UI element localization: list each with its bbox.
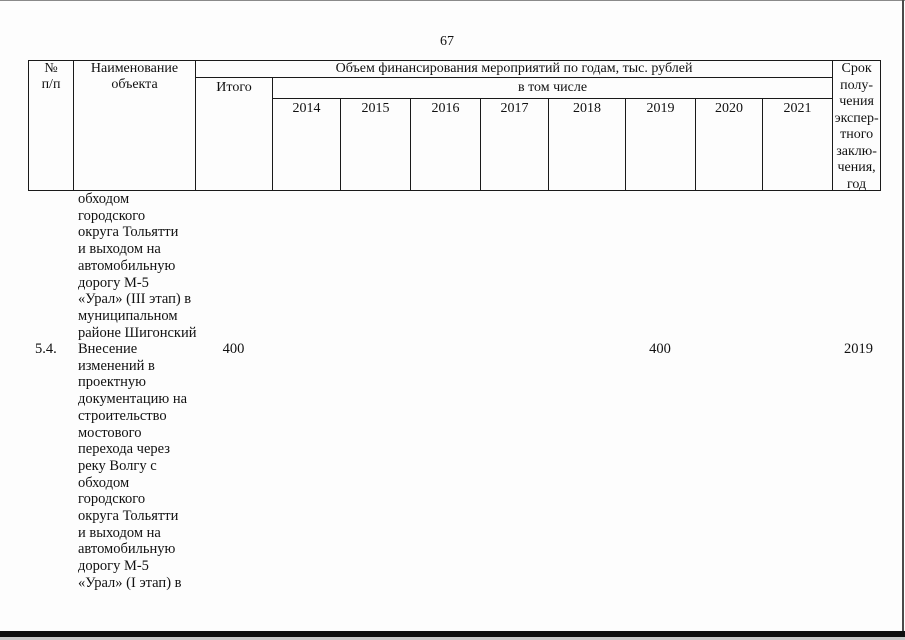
header-year-2014: 2014 bbox=[273, 99, 341, 191]
header-deadline-line: заклю- bbox=[836, 143, 877, 159]
row-name-line: строительство bbox=[78, 407, 167, 424]
row-deadline: 2019 bbox=[844, 341, 873, 357]
header-num-line: п/п bbox=[41, 77, 61, 92]
row-number: 5.4. bbox=[35, 341, 57, 357]
header-name-line: объекта bbox=[111, 77, 158, 92]
header-year-2018: 2018 bbox=[549, 99, 626, 191]
header-deadline-line: Срок bbox=[841, 61, 872, 76]
continued-name-text bbox=[78, 191, 197, 341]
row-value-2014 bbox=[272, 341, 340, 592]
header-year-2016: 2016 bbox=[411, 99, 481, 191]
continued-name-line: «Урал» (III этап) в bbox=[78, 291, 192, 308]
table-header bbox=[28, 60, 881, 191]
row-name-line: автомобильную bbox=[78, 541, 176, 558]
header-funding-title: Объем финансирования мероприятий по годам, тыс. рублей bbox=[196, 61, 833, 78]
row-name-line: перехода через bbox=[78, 441, 170, 458]
header-year-2017: 2017 bbox=[481, 99, 549, 191]
scan-right-edge bbox=[902, 0, 904, 640]
row-name-line: Внесение bbox=[78, 341, 138, 357]
header-deadline-text bbox=[833, 61, 880, 192]
header-num-cell bbox=[29, 61, 74, 191]
header-total-cell: Итого bbox=[196, 78, 273, 191]
row-name-line: городского bbox=[78, 491, 146, 508]
row-name-line: обходом bbox=[78, 474, 130, 491]
scan-top-edge bbox=[0, 0, 905, 1]
continued-name-line: дорогу М-5 bbox=[78, 274, 149, 291]
header-deadline-line: год bbox=[847, 176, 867, 192]
row-name bbox=[73, 341, 195, 592]
row-value-2017 bbox=[480, 341, 548, 592]
continued-name-line: округа Тольятти bbox=[78, 224, 179, 241]
row-name-line: документацию на bbox=[78, 391, 188, 408]
row-value-2015 bbox=[340, 341, 410, 592]
header-year-2021: 2021 bbox=[763, 99, 833, 191]
continued-name-line: городского bbox=[78, 207, 146, 224]
continued-name-line: и выходом на bbox=[78, 241, 161, 258]
row-name-line: дорогу М-5 bbox=[78, 558, 149, 575]
row-value-2021 bbox=[762, 341, 832, 592]
row-name-line: «Урал» (I этап) в bbox=[78, 574, 182, 591]
continued-name-line: районе Шигонский bbox=[78, 324, 197, 341]
header-deadline-line: тного bbox=[840, 127, 874, 142]
header-deadline-line: чения, bbox=[837, 160, 876, 175]
row-name-line: реку Волгу с bbox=[78, 457, 157, 474]
row-total: 400 bbox=[222, 341, 245, 357]
table-row bbox=[28, 341, 880, 592]
continued-name-line: муниципальном bbox=[78, 307, 178, 324]
row-name-line: округа Тольятти bbox=[78, 508, 179, 525]
row-value-2020 bbox=[695, 341, 762, 592]
row-value-2018 bbox=[548, 341, 625, 592]
row-name-line: проектную bbox=[78, 374, 146, 391]
header-including-cell: в том числе bbox=[273, 78, 833, 99]
header-name-line: Наименование bbox=[90, 61, 179, 76]
row-value-2019: 400 bbox=[649, 341, 671, 357]
continued-name-line: автомобильную bbox=[78, 257, 176, 274]
header-year-2020: 2020 bbox=[696, 99, 763, 191]
header-deadline-line: экспер- bbox=[834, 110, 879, 126]
header-year-2019: 2019 bbox=[626, 99, 696, 191]
row-name-line: мостового bbox=[78, 424, 142, 441]
header-deadline-line: полу- bbox=[840, 77, 874, 93]
header-year-2015: 2015 bbox=[341, 99, 411, 191]
header-name-cell bbox=[74, 61, 196, 191]
header-deadline-cell bbox=[833, 61, 881, 191]
page-number: 67 bbox=[440, 34, 454, 49]
header-deadline-line: чения bbox=[839, 94, 874, 109]
continued-name-line: обходом bbox=[78, 191, 130, 207]
row-name-line: изменений в bbox=[78, 357, 155, 374]
row-name-line: и выходом на bbox=[78, 524, 161, 541]
row-value-2016 bbox=[410, 341, 480, 592]
header-num-line: № bbox=[44, 61, 58, 76]
